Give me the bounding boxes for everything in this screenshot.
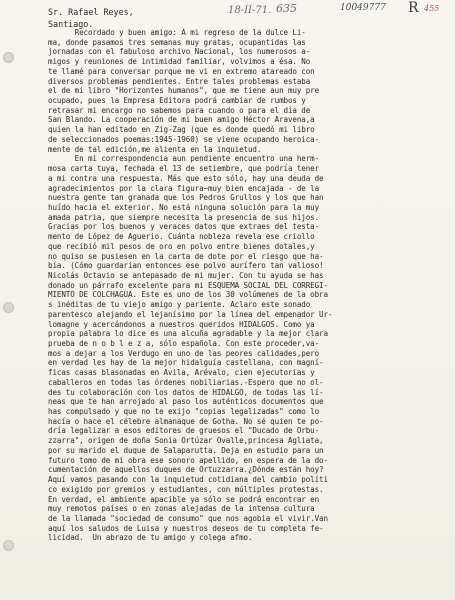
letter-line: amada patria, que siempre necesita la presencia de sus hijos.: [48, 212, 320, 222]
letter-line: ficas casas blasonadas en Avila, Arévalo, cien ejecutorias y: [48, 368, 315, 378]
handwritten-file-number: 635: [276, 2, 297, 15]
recipient-name: Sr. Rafael Reyes,: [48, 7, 134, 17]
punch-hole: [3, 540, 14, 551]
letter-line: neas que te han arrojado al paso los auténticos documentos que: [48, 397, 324, 407]
handwritten-date: 18-II-71.: [228, 5, 272, 16]
letter-line: Nicolás Octavio se antepasado de mi mujer. Con tu ayuda se has: [48, 270, 324, 280]
letter-line: mosa carta tuya, fechada el 13 de setiembre, que podría tener: [48, 164, 320, 174]
letter-line: quien la han editado en Zig-Zag (que es donde quedó mi libro: [48, 125, 315, 135]
letter-line: mento de López de Aguerio. Cuánta nobleza revela ese criollo: [48, 232, 315, 242]
letter-line: por su marido el duque de Salaparutta. Deja en estudio para un: [48, 445, 324, 455]
punch-hole: [3, 302, 14, 313]
letter-line: donado un párrafo excelente para mi ESQUEMA SOCIAL DEL CORREGI-: [48, 280, 328, 290]
letter-line: mente de tal edición,me alienta en la inquietud.: [48, 144, 262, 154]
letter-line: en verdad les hay de la mejor hidalguía castellana, con magní-: [48, 358, 324, 368]
letter-line: mos a dejar a los Verdugo en uno de las peores calidades,pero: [48, 348, 320, 358]
letter-line: jornadas con el fabuloso archivo Nacional, los numerosos a-: [48, 47, 311, 57]
letter-line: bía. (Cómo guardarían entonces ese polvo aurífero tan valioso!: [48, 261, 324, 271]
letter-line: agradecimientos por la clara figura~muy bien encajada - de la: [48, 183, 320, 193]
letter-line: MIENTO DE COLCHAGUA. Este es uno de los 30 volúmenes de la obra: [48, 290, 328, 300]
letter-line: que recibió mil pesos de oro en polvo entre bienes dotales,y: [48, 241, 315, 251]
catalog-reference: 10049777: [340, 3, 386, 13]
letter-line: diversos problemas pendientes. Entre tales problemas estaba: [48, 76, 311, 86]
letter-line: migos y reuniones de intimidad familiar, volvimos a ésa. No: [48, 57, 311, 67]
punch-hole: [3, 52, 14, 63]
letter-line: ma, donde pasamos tres semanas muy gratas, ocupantidas las: [48, 37, 306, 47]
letter-line: lomagne y acercándonos a nuestros queridos HIDALGOS. Como ya: [48, 319, 315, 329]
letter-line: En mi correspondencia aun pendiente encuentro una herm-: [48, 154, 320, 164]
letter-line: huído hacia el exterior. No está ninguna solución para la muy: [48, 202, 320, 212]
letter-line: En verdad, el ambiente apacible ya sólo se podrá encontrar en: [48, 494, 320, 504]
letter-line: a mi contra una respuesta. Más que esto sólo, hay una deuda de: [48, 173, 324, 183]
letter-line: retrasar mi encargo no sabemos para cuando o para el día de: [48, 105, 311, 115]
letter-line: de seleccionados poemas:1945-1960) se viene ocupando heroica-: [48, 134, 320, 144]
letter-line: San Blando. La cooperación de mi buen amigo Héctor Aravena,a: [48, 115, 315, 125]
letter-line: Aquí vamos pasando con la inquietud cotidiana del cambio políti: [48, 475, 328, 485]
corner-mark: R: [408, 0, 419, 16]
letter-line: parentesco alejando el lejanísimo por la línea del empenador Ur-: [48, 309, 333, 319]
letter-line: licidad. Un abrazo de tu amigo y colega afmo.: [48, 533, 253, 543]
letter-line: muy remotos países o en zonas alejadas de la intensa cultura: [48, 504, 315, 514]
letter-line: Gracias por los buenos y veraces datos que extraes del testa-: [48, 222, 320, 232]
letter-line: aquí los saludos de Luisa y nuestros deseos de tu completa fe-: [48, 523, 324, 533]
letter-line: ocupado, pues la Empresa Editora podrá cambiar de rumbos y: [48, 96, 306, 106]
letter-line: te llamé para conversar porque me vi en extremo atareado con: [48, 66, 315, 76]
letter-line: futuro tomo de mi obra ese sonoro apellido, en espera de la do-: [48, 455, 328, 465]
letter-line: nuestra gente tan granada que los Pedros Grullos y los que han: [48, 193, 324, 203]
letter-line: dría legalizar a esos editores de gruesos el "Ducado de Orbu-: [48, 426, 320, 436]
letter-line: propia palabra lo dice es una alcuña agradable y la mejor clara: [48, 329, 328, 339]
letter-line: s inéditas de tu viejo amigo y pariente. Aclaro este sonado: [48, 300, 311, 310]
letter-body: [48, 28, 448, 543]
letter-line: no quiso se pusiesen en la carta de dote por el riesgo que ha-: [48, 251, 324, 261]
letter-line: cumentación de aquellos duques de Ortuzzarra.¿Dónde están hoy?: [48, 465, 324, 475]
letter-line: de la llamada "sociedad de consumo" que nos agobia el vivir.Van: [48, 513, 328, 523]
letter-line: des tu colaboración con los datos de HIDALGO, de todas las lí-: [48, 387, 324, 397]
letter-line: has compulsado y que no te exijo "copias legalizadas" como lo: [48, 407, 320, 417]
recipient-city: Santiago.: [48, 19, 94, 29]
letter-line: co exigido por gremios y estudiantes, con múltiples protestas.: [48, 484, 324, 494]
letter-line: hacía o hace el célebre almanaque de Gotha. No sé quien te po-: [48, 416, 324, 426]
letter-line: caballeros en todas las órdenes nobiliarias.-Espero que no ol-: [48, 377, 324, 387]
letter-line: prueba de n o b l e z a, sólo española. Con este proceder,va-: [48, 339, 320, 348]
letter-line: Recordado y buen amigo: A mi regreso de la dulce Li-: [48, 28, 306, 37]
letter-line: el de mi libro "Horizontes humanos", que me tiene aun muy pre: [48, 86, 320, 96]
letter-line: zzarra", origen de doña Sonia Ortúzar Ovalle,princesa Agliata,: [48, 436, 324, 446]
corner-mark-small: 455: [424, 4, 440, 13]
